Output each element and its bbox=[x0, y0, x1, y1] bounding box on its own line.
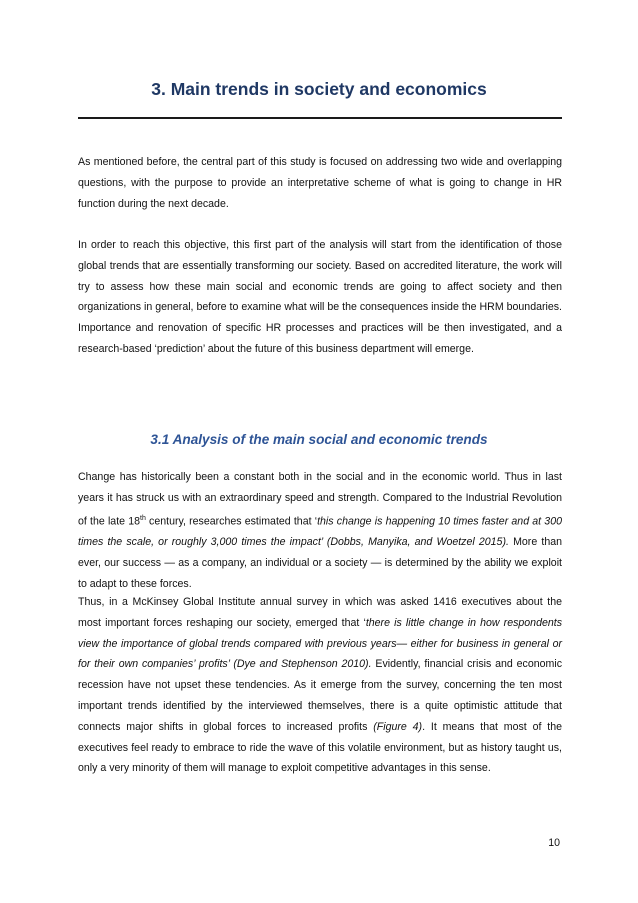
p2-text-b: Evidently, financial crisis and economic recession have not upset these tendencies. As it emerge from the survey, concerning the ten most important trends identified by the interviewed themselves, there is a quite optimistic attitude that connects major shifts in global forces to increased profits bbox=[78, 658, 562, 733]
heading-underline bbox=[78, 117, 562, 119]
p1-text-b: century, researches estimated that ‘ bbox=[145, 515, 318, 528]
section-paragraph-2 bbox=[78, 592, 562, 779]
p2-quote: there is little change in how respondents view the importance of global trends compared with previous years— either for business in general or for their own companies’ profits’ (Dye and Stephenson 2010). bbox=[78, 616, 562, 671]
page-number: 10 bbox=[548, 837, 560, 849]
p2-text-a: Thus, in a McKinsey Global Institute annual survey in which was asked 1416 executives about the most important forces reshaping our society, emerged that ‘ bbox=[78, 596, 562, 629]
p1-superscript: th bbox=[140, 514, 146, 522]
intro-paragraph-2: In order to reach this objective, this first part of the analysis will start from the identification of those global trends that are essentially transforming our society. Based on accredited literature, the work will try to assess how these main social and economic trends are going to affect society and then organizations in general, before to examine what will be the consequences inside the HRM boundaries. Importance and renovation of specific HR processes and practices will be then investigated, and a research-based ‘prediction’ about the future of this business department will emerge. bbox=[78, 239, 562, 355]
section-paragraph-1 bbox=[78, 467, 562, 594]
p1-text-c: More than ever, our success — as a company, an individual or a society — is determined by the ability we exploit to adapt to these forces. bbox=[78, 535, 562, 590]
chapter-heading: 3. Main trends in society and economics bbox=[151, 79, 487, 99]
p1-text-a: Change has historically been a constant both in the social and in the economic world. Thus in last years it has struck us with an extraordinary speed and strength. Compared to the Industrial Revolution of the late 18 bbox=[78, 471, 562, 528]
intro-paragraph-1: As mentioned before, the central part of this study is focused on addressing two wide and overlapping questions, with the purpose to provide an interpretative scheme of what is going to change in HR function during the next decade. bbox=[78, 156, 562, 210]
figure-reference: (Figure 4) bbox=[373, 720, 423, 733]
section-heading-3-1: 3.1 Analysis of the main social and economic trends bbox=[150, 432, 488, 447]
p2-text-c: . It means that most of the executives feel ready to embrace to ride the wave of this volatile environment, but as history taught us, only a very minority of them will manage to exploit competitive advantages in this sense. bbox=[78, 720, 562, 775]
p1-quote: this change is happening 10 times faster and at 300 times the scale, or roughly 3,000 times the impact’ (Dobbs, Manyika, and Woetzel 2015). bbox=[78, 515, 562, 548]
